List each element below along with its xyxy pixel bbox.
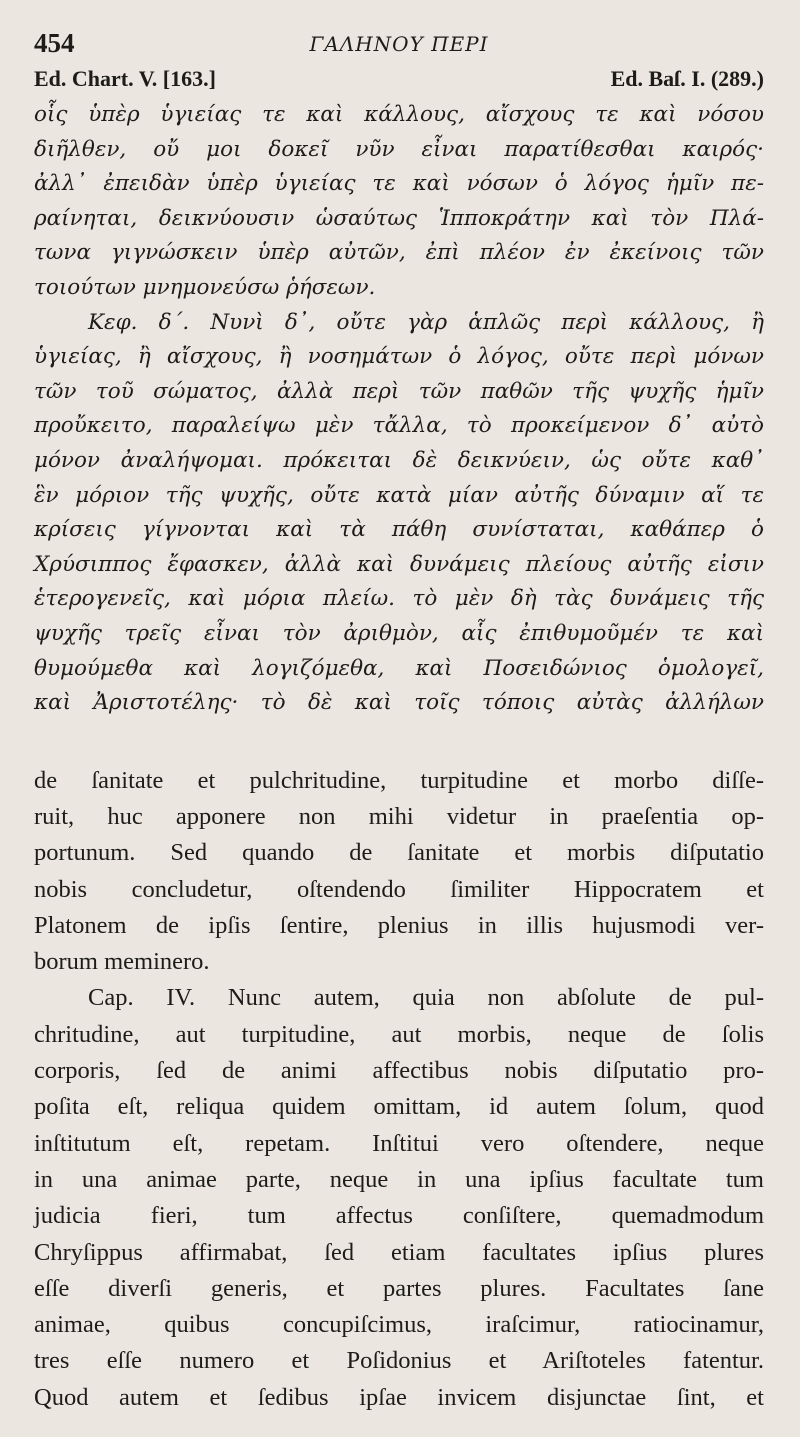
greek-line: προὔκειτο, παραλείψω μὲν τἄλλα, τὸ προκείμενον δ᾽ αὐτὸ [34, 413, 764, 439]
latin-line: borum meminero. [34, 948, 210, 976]
running-title: ΓΑΛΗΝΟΥ ΠΕΡΙ [309, 32, 489, 56]
greek-line: ἓν μόριον τῆς ψυχῆς, οὔτε κατὰ μίαν αὐτῆς δύναμιν αἵ τε [34, 482, 764, 508]
greek-line: μόνον ἀναλήψομαι. πρόκειται δὲ δεικνύειν, ὡς οὔτε καθ᾽ [34, 447, 764, 473]
page-header [34, 28, 764, 64]
latin-line: portunum. Sed quando de ſanitate et morbis diſputatio [34, 839, 764, 867]
edition-basel: Ed. Baſ. I. (289.) [610, 66, 764, 91]
greek-paragraph-2 [34, 306, 764, 721]
edition-reference-line [34, 64, 764, 98]
greek-line: ἀλλ᾽ ἐπειδὰν ὑπὲρ ὑγιείας τε καὶ νόσων ὁ λόγος ἡμῖν πε- [34, 171, 764, 197]
greek-paragraph-1 [34, 98, 764, 306]
greek-line: τωνα γιγνώσκειν ὑπὲρ αὐτῶν, ἐπὶ πλέον ἐν ἐκείνοις τῶν [34, 240, 764, 266]
latin-paragraph-2 [34, 980, 764, 1416]
latin-chapter-heading-line: Cap. IV. Nunc autem, quia non abſolute de pul- [88, 984, 764, 1012]
greek-line: ὑγιείας, ἢ αἴσχους, ἢ νοσημάτων ὁ λόγος, οὔτε περὶ μόνων [34, 344, 764, 370]
greek-line: ψυχῆς τρεῖς εἶναι τὸν ἀριθμὸν, αἷς ἐπιθυμοῦμέν τε καὶ [34, 620, 764, 646]
greek-line: ἑτερογενεῖς, καὶ μόρια πλείω. τὸ μὲν δὴ τὰς δυνάμεις τῆς [34, 586, 764, 612]
latin-line: Quod autem et ſedibus ipſae invicem disjunctae ſint, et [34, 1383, 764, 1411]
latin-line: poſita eſt, reliqua quidem omittam, id autem ſolum, quod [34, 1093, 764, 1121]
latin-line: Platonem de ipſis ſentire, plenius in illis hujusmodi ver- [34, 911, 764, 939]
latin-line: eſſe diverſi generis, et partes plures. Facultates ſane [34, 1274, 764, 1302]
latin-line: nobis concludetur, oſtendendo ſimiliter Hippocratem et [34, 875, 764, 903]
latin-line: de ſanitate et pulchritudine, turpitudine et morbo diſſe- [34, 766, 764, 794]
latin-line: tres eſſe numero et Poſidonius et Ariſtoteles fatentur. [34, 1347, 764, 1375]
latin-line: Chryſippus affirmabat, ſed etiam facultates ipſius plures [34, 1238, 764, 1266]
greek-text [34, 98, 764, 721]
latin-line: corporis, ſed de animi affectibus nobis diſputatio pro- [34, 1057, 764, 1085]
latin-line: animae, quibus concupiſcimus, iraſcimur, ratiocinamur, [34, 1311, 764, 1339]
latin-text [34, 763, 764, 1416]
greek-line: τῶν τοῦ σώματος, ἀλλὰ περὶ τῶν παθῶν τῆς ψυχῆς ἡμῖν [34, 378, 764, 404]
greek-line: θυμούμεθα καὶ λογιζόμεθα, καὶ Ποσειδώνιος ὁμολογεῖ, [34, 655, 764, 681]
page-number: 454 [34, 28, 75, 58]
greek-line: κρίσεις γίγνονται καὶ τὰ πάθη συνίσταται, καθάπερ ὁ [34, 517, 764, 543]
latin-line: in una animae parte, neque in una ipſius facultate tum [34, 1165, 764, 1193]
greek-line: τοιούτων μνημονεύσω ῥήσεων. [34, 274, 376, 300]
latin-line: ruit, huc apponere non mihi videtur in praeſentia op- [34, 802, 764, 830]
greek-line: καὶ Ἀριστοτέλης· τὸ δὲ καὶ τοῖς τόποις αὐτὰς ἀλλήλων [34, 690, 764, 716]
latin-line: chritudine, aut turpitudine, aut morbis, neque de ſolis [34, 1020, 764, 1048]
greek-line: Χρύσιππος ἔφασκεν, ἀλλὰ καὶ δυνάμεις πλείους αὐτῆς εἰσιν [34, 551, 764, 577]
edition-chartier: Ed. Chart. V. [163.] [34, 66, 216, 91]
greek-line: διῆλθεν, οὔ μοι δοκεῖ νῦν εἶναι παρατίθεσθαι καιρός· [34, 136, 764, 162]
latin-line: inſtitutum eſt, repetam. Inſtitui vero oſtendere, neque [34, 1129, 764, 1157]
greek-line: ραίνηται, δεικνύουσιν ὡσαύτως Ἱπποκράτην καὶ τὸν Πλά- [34, 205, 764, 231]
greek-line: οἷς ὑπὲρ ὑγιείας τε καὶ κάλλους, αἴσχους τε καὶ νόσου [34, 102, 764, 127]
latin-line: judicia fieri, tum affectus conſiſtere, quemadmodum [34, 1202, 764, 1230]
greek-chapter-heading-line: Κεφ. δ΄. Νυνὶ δ᾽, οὔτε γὰρ ἁπλῶς περὶ κάλλους, ἢ [88, 309, 764, 335]
latin-paragraph-1 [34, 763, 764, 981]
